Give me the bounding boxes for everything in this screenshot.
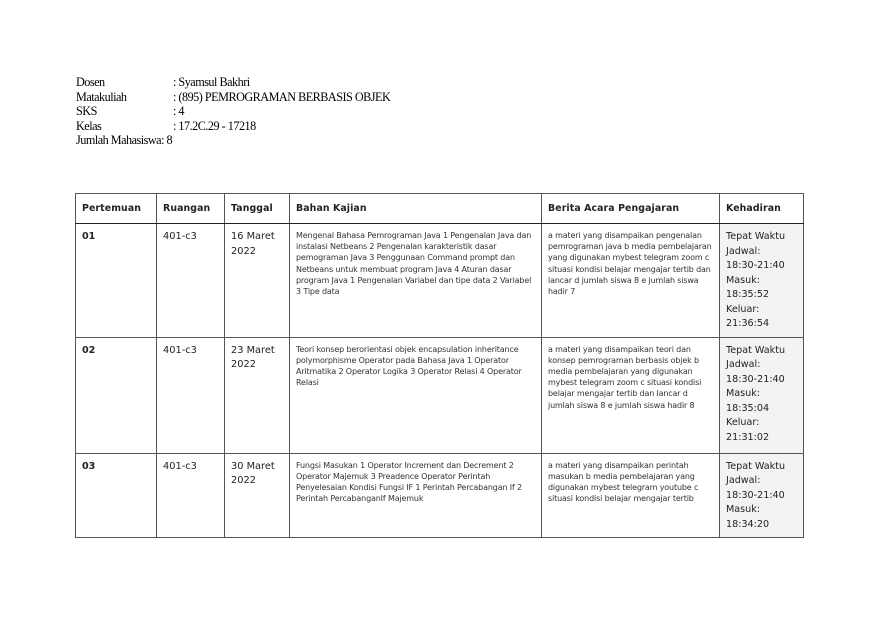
pertemuan-cell: 01	[76, 224, 157, 338]
column-header-pertemuan: Pertemuan	[76, 194, 157, 224]
masuk-value: 18:34:20	[726, 518, 770, 530]
kelas-value: : 17.2C.29 - 17218	[173, 118, 256, 133]
jadwal-label: Jadwal:	[726, 475, 761, 486]
jadwal-label: Jadwal:	[726, 359, 761, 370]
kehadiran-cell	[720, 337, 804, 453]
bahan-kajian-cell: Mengenal Bahasa Pemrograman Java 1 Pengenalan Java dan instalasi Netbeans 2 Pengenalan karakteristik dasar pemograman Java 3 Penggunaan Command prompt dan Netbeans untuk membuat program Java 4 Aturan dasar program Java 1 Pengenalan Variabel dan tipe data 2 Variabel 3 Tipe data	[290, 224, 542, 338]
column-header-bahan-kajian: Bahan Kajian	[290, 194, 542, 224]
keluar-value: 21:36:54	[726, 318, 770, 329]
tanggal-cell: 30 Maret 2022	[225, 453, 290, 538]
matakuliah-row	[76, 90, 390, 105]
attendance-status: Tepat Waktu	[726, 460, 786, 472]
sks-label: SKS	[76, 104, 97, 118]
jadwal-label: Jadwal:	[726, 245, 761, 257]
matakuliah-label: Matakuliah	[76, 89, 127, 104]
tanggal-cell: 23 Maret 2022	[225, 337, 290, 453]
jumlah-value: : 8	[161, 133, 173, 147]
table-row	[76, 224, 804, 338]
jadwal-value: 18:30-21:40	[726, 373, 785, 385]
berita-acara-cell: a materi yang disampaikan perintah masukan b media pembelajaran yang digunakan mybest telegram youtube c situasi kondisi belajar mengajar tertib	[542, 453, 720, 538]
attendance-status: Tepat Waktu	[726, 231, 786, 242]
keluar-value: 21:31:02	[726, 431, 770, 443]
dosen-label: Dosen	[76, 75, 105, 89]
kelas-label: Kelas	[76, 118, 102, 133]
dosen-row	[76, 75, 390, 90]
bahan-kajian-cell: Fungsi Masukan 1 Operator Increment dan Decrement 2 Operator Majemuk 3 Preadence Operator Perintah Penyelesaian Kondisi Fungsi IF 1 Perintah Percabangan If 2 Perintah PercabanganIf Majemuk	[290, 453, 542, 538]
table-header-row	[76, 194, 804, 224]
masuk-label: Masuk:	[726, 504, 761, 515]
sks-row	[76, 104, 390, 119]
kehadiran-cell	[720, 224, 804, 338]
pertemuan-cell: 02	[76, 337, 157, 453]
kehadiran-cell	[720, 453, 804, 538]
keluar-label: Keluar:	[726, 417, 760, 428]
berita-acara-cell: a materi yang disampaikan pengenalan pemrograman java b media pembelajaran yang digunakan mybest telegram zoom c situasi kondisi belajar mengajar tertib dan lancar d jumlah siswa 8 e jumlah siswa hadir 7	[542, 224, 720, 338]
attendance-status: Tepat Waktu	[726, 344, 786, 356]
sks-value: : 4	[173, 104, 185, 118]
ruangan-cell: 401-c3	[157, 337, 225, 453]
masuk-label: Masuk:	[726, 388, 761, 399]
course-info-header	[76, 75, 390, 148]
table-row	[76, 453, 804, 538]
jadwal-value: 18:30-21:40	[726, 260, 785, 271]
dosen-value: : Syamsul Bakhri	[173, 75, 250, 89]
column-header-kehadiran: Kehadiran	[720, 194, 804, 224]
masuk-value: 18:35:52	[726, 289, 770, 300]
berita-acara-cell: a materi yang disampaikan teori dan konsep pemrograman berbasis objek b media pembelajaran yang digunakan mybest telegram zoom c situasi kondisi belajar mengajar tertib dan lancar d jumlah siswa 8 e jumlah siswa hadir 8	[542, 337, 720, 453]
bahan-kajian-cell: Teori konsep berorientasi objek encapsulation inheritance polymorphisme Operator pada Bahasa Java 1 Operator Aritmatika 2 Operator Logika 3 Operator Relasi 4 Operator Relasi	[290, 337, 542, 453]
pertemuan-cell: 03	[76, 453, 157, 538]
masuk-label: Masuk:	[726, 274, 761, 286]
ruangan-cell: 401-c3	[157, 453, 225, 538]
jumlah-label: Jumlah Mahasiswa	[76, 133, 162, 147]
column-header-tanggal: Tanggal	[225, 194, 290, 224]
kelas-row	[76, 119, 390, 134]
table-row	[76, 337, 804, 453]
jumlah-row	[76, 133, 390, 148]
column-header-ruangan: Ruangan	[157, 194, 225, 224]
column-header-berita-acara: Berita Acara Pengajaran	[542, 194, 720, 224]
masuk-value: 18:35:04	[726, 402, 770, 414]
keluar-label: Keluar:	[726, 303, 760, 315]
jadwal-value: 18:30-21:40	[726, 489, 785, 501]
tanggal-cell: 16 Maret 2022	[225, 224, 290, 338]
ruangan-cell: 401-c3	[157, 224, 225, 338]
matakuliah-value: : (895) PEMROGRAMAN BERBASIS OBJEK	[173, 89, 391, 104]
teaching-journal-table	[75, 193, 804, 538]
